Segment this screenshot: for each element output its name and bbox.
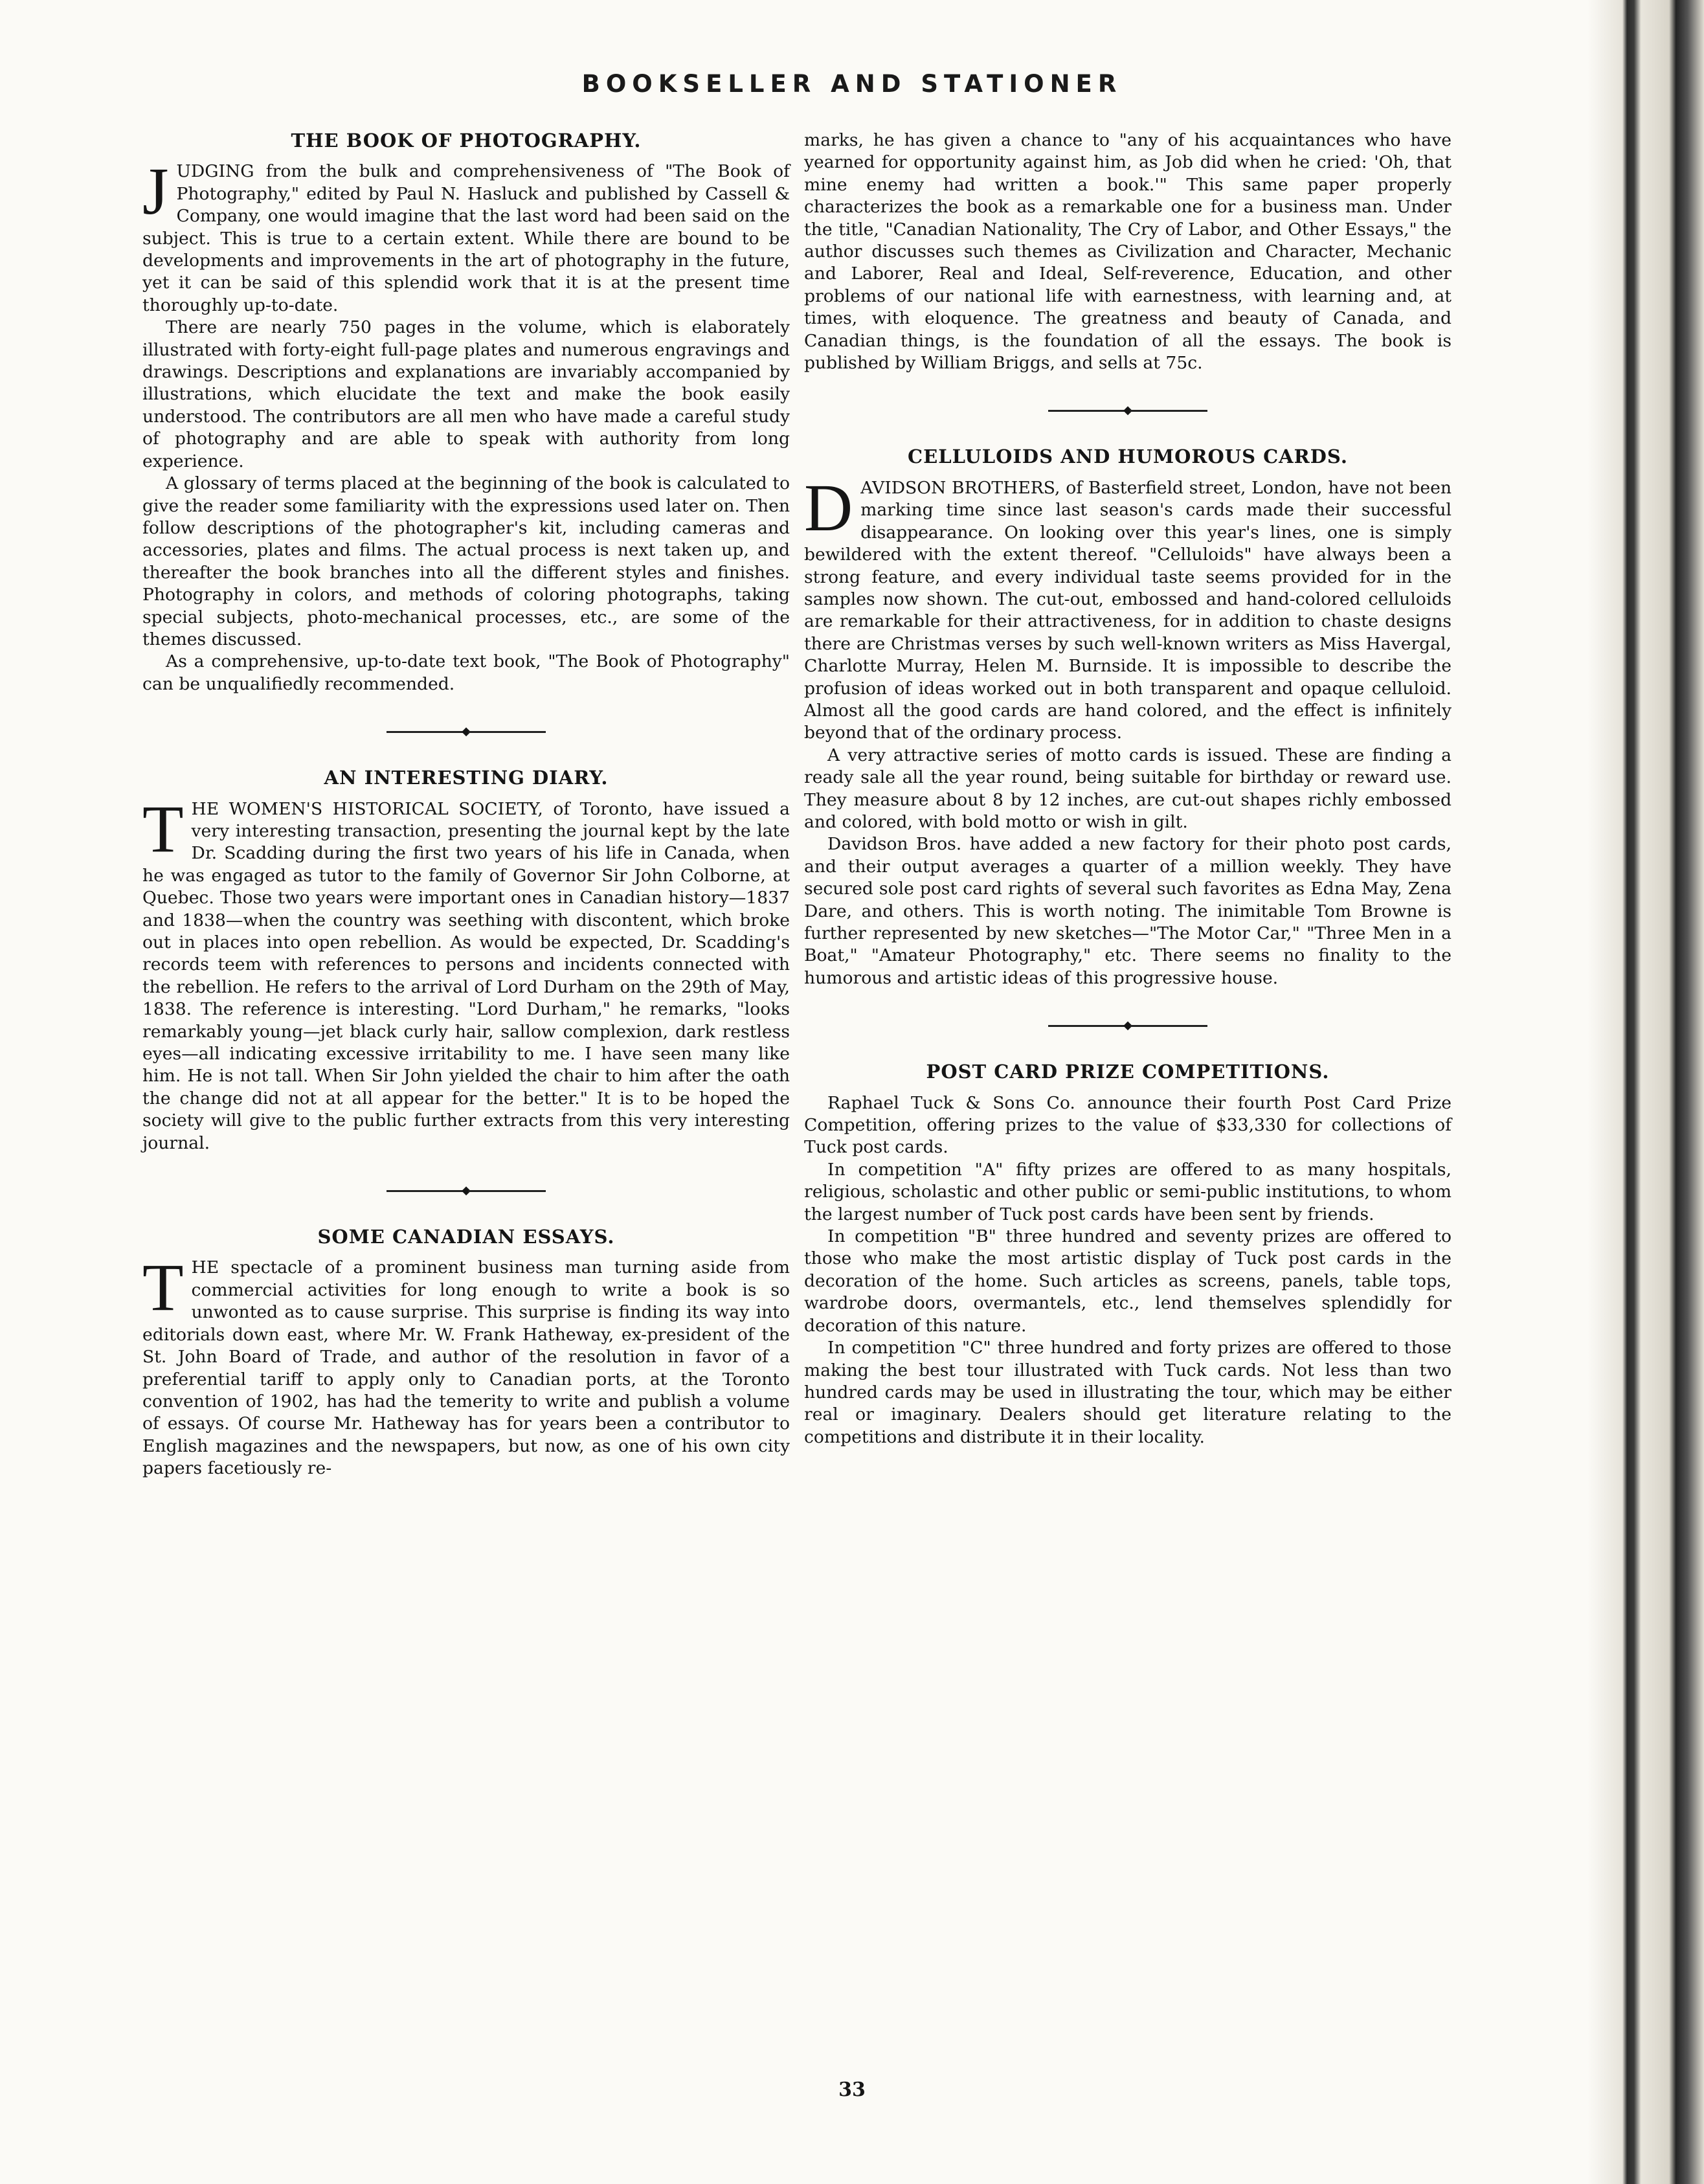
article-paragraph: THE spectacle of a prominent business man turning aside from commercial activities for long enough to write a book is so unwonted as to cause surprise. This surprise is finding its way into editorials down east, where Mr. W. Frank Hatheway, ex-president of the St. John Board of Trade, and author of the resolution in favor of a preferential tariff to apply only to Canadian ports, at the Toronto convention of 1902, has had the temerity to write and publish a volume of essays. Of course Mr. Hatheway has for years been a contributor to English magazines and the newspapers, but now, as one of his own city papers facetiously re-: [142, 1250, 790, 1479]
page-number: 33: [838, 2078, 866, 2101]
drop-cap: T: [142, 1250, 184, 1325]
article-paragraph: Davidson Bros. have added a new factory for their photo post cards, and their output averages a quarter of a million weekly. They have secured sole post card rights of several such favorites as Edna May, Zena Dare, and others. This is worth noting. The inimitable Tom Browne is further represented by new sketches—"The Motor Car," "Three Men in a Boat," "Amateur Photography," etc. There seems no finality to the humorous and artistic ideas of this progressive house.: [804, 834, 1452, 988]
article-paragraph: DAVIDSON BROTHERS, of Basterfield street, London, have not been marking time since last season's cards made their successful disappearance. On looking over this year's lines, one is simply bewildered with the extent thereof. "Celluloids" have always been a strong feature, and every individual taste seems provided for in the samples now shown. The cut-out, embossed and hand-colored celluloids are remarkable for their attractiveness, for in addition to chaste designs there are Christmas verses by such well-known writers as Miss Havergal, Charlotte Murray, Helen M. Burnside. It is impossible to describe the profusion of ideas worked out in both transparent and opaque celluloid. Almost all the good cards are hand colored, and the effect is infinitely beyond that of the ordinary process.: [804, 470, 1452, 743]
article-paragraph: THE WOMEN'S HISTORICAL SOCIETY, of Toronto, have issued a very interesting transaction, presenting the journal kept by the late Dr. Scadding during the first two years of his life in Canada, when he was engaged as tutor to the family of Governor Sir John Colborne, at Quebec. Those two years were important ones in Canadian history—1837 and 1838—when the country was seething with discontent, which broke out in places into open rebellion. As would be expected, Dr. Scadding's records teem with references to persons and incidents connected with the rebellion. He refers to the arrival of Lord Durham on the 29th of May, 1838. The reference is interesting. "Lord Durham," he remarks, "looks remarkably young—jet black curly hair, sallow complexion, dark restless eyes—all indicating excessive irritability to me. I have seen many like him. He is not tall. When Sir John yielded the chair to him after the oath the change did not at all appear for the better." It is to be hoped the society will give to the public further extracts from this very interesting journal.: [142, 791, 790, 1153]
drop-cap: T: [142, 791, 184, 866]
article-paragraph: In competition "B" three hundred and seventy prizes are offered to those who make the most artistic display of Tuck post cards in the decoration of the home. Such articles as screens, panels, table tops, wardrobe doors, overmantels, etc., lend themselves splendidly for decoration of this nature.: [804, 1226, 1452, 1336]
article-celluloids-cards: [804, 445, 1452, 989]
page-binding-edge: [1587, 0, 1704, 2184]
article-paragraph: As a comprehensive, up-to-date text book, "The Book of Photography" can be unqualifiedly recommended.: [142, 651, 790, 694]
article-title: POST CARD PRIZE COMPETITIONS.: [926, 1061, 1330, 1083]
article-paragraph: There are nearly 750 pages in the volume, which is elaborately illustrated with forty-eight full-page plates and numerous engravings and drawings. Descriptions and explanations are invariably accompanied by illustrations, which elucidate the text and make the book easily understood. The contributors are all men who have made a careful study of photography and are able to speak with authority from long experience.: [142, 317, 790, 471]
article-paragraph: A glossary of terms placed at the beginning of the book is calculated to give the reader some familiarity with the expressions used later on. Then follow descriptions of the photographer's kit, including cameras and accessories, plates and films. The actual process is next taken up, and thereafter the book branches into all the different styles and finishes. Photography in colors, and methods of coloring photographs, taking special subjects, photo-mechanical processes, etc., are some of the themes discussed.: [142, 473, 790, 649]
running-title: BOOKSELLER AND STATIONER: [581, 70, 1123, 98]
article-paragraph: In competition "A" fifty prizes are offered to as many hospitals, religious, scholastic and other public or semi-public institutions, to whom the largest number of Tuck post cards have been sent by friends.: [804, 1159, 1452, 1224]
right-column: [804, 129, 1452, 1448]
left-column: [142, 129, 790, 1480]
article-paragraph: In competition "C" three hundred and forty prizes are offered to those making the best tour illustrated with Tuck cards. Not less than two hundred cards may be used in illustrating the tour, which may be either real or imaginary. Dealers should get literature relating to the competitions and distribute it in their locality.: [804, 1338, 1452, 1447]
article-title: AN INTERESTING DIARY.: [324, 767, 609, 789]
article-paragraph: Raphael Tuck & Sons Co. announce their fourth Post Card Prize Competition, offering prizes to the value of $33,330 for collections of Tuck post cards.: [804, 1092, 1452, 1158]
drop-cap: D: [804, 470, 853, 545]
drop-cap: J: [142, 154, 169, 229]
article-paragraph-continued: marks, he has given a chance to "any of his acquaintances who have yearned for opportunity against him, as Job did when he cried: 'Oh, that mine enemy had written a book.'" This same paper properly characterizes the book as a remarkable one for a business man. Under the title, "Canadian Nationality, The Cry of Labor, and Other Essays," the author discusses such themes as Civilization and Character, Mechanic and Laborer, Real and Ideal, Self-reverence, Education, and other problems of our national life with earnestness, with learning and, at times, with eloquence. The greatness and beauty of Canada, and Canadian things, is the foundation of all the essays. The book is published by William Briggs, and sells at 75c.: [804, 130, 1452, 374]
article-title: SOME CANADIAN ESSAYS.: [317, 1226, 615, 1248]
section-divider: ◆: [804, 1014, 1452, 1030]
section-divider: ◆: [142, 1179, 790, 1195]
article-book-of-photography: [142, 129, 790, 695]
article-canadian-essays: [142, 1226, 790, 1480]
section-divider: ◆: [804, 399, 1452, 414]
section-divider: ◆: [142, 720, 790, 736]
article-paragraph: A very attractive series of motto cards is issued. These are finding a ready sale all the year round, being suitable for birthday or reward use. They measure about 8 by 12 inches, are cut-out shapes richly embossed and colored, with bold motto or wish in gilt.: [804, 745, 1452, 832]
article-interesting-diary: [142, 767, 790, 1154]
article-title: CELLULOIDS AND HUMOROUS CARDS.: [908, 445, 1348, 468]
article-post-card-competitions: [804, 1061, 1452, 1448]
article-title: THE BOOK OF PHOTOGRAPHY.: [291, 129, 642, 152]
article-paragraph: JUDGING from the bulk and comprehensiveness of "The Book of Photography," edited by Paul N. Hasluck and published by Cassell & Company, one would imagine that the last word had been said on the subject. This is true to a certain extent. While there are bound to be developments and improvements in the art of photography in the future, yet it can be said of this splendid work that it is at the present time thoroughly up-to-date.: [142, 154, 790, 315]
